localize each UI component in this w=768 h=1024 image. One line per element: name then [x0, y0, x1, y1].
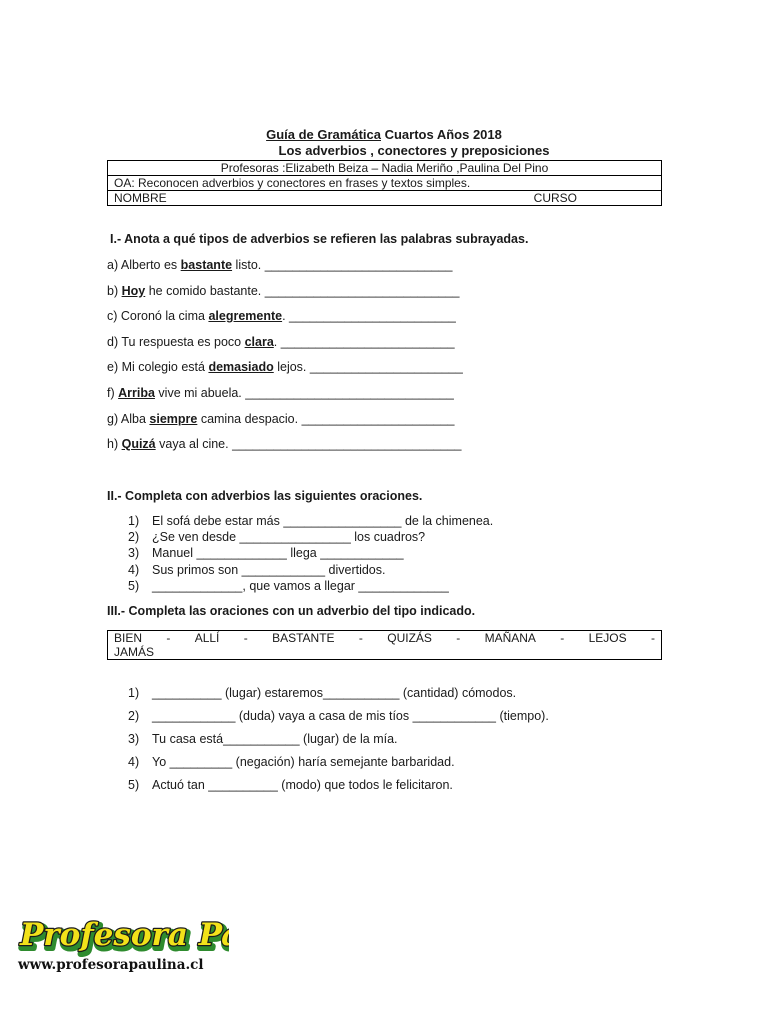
logo-graphic [14, 905, 229, 980]
section1-item-h: h) Quizá vaya al cine. _________________________________ [107, 437, 462, 451]
section3-title: III.- Completa las oraciones con un adverbio del tipo indicado. [107, 604, 476, 618]
title-underlined: Guía de Gramática [266, 127, 381, 142]
info-table [107, 160, 662, 206]
section1-item-b: b) Hoy he comido bastante. ____________________________ [107, 284, 460, 298]
section1-item-g: g) Alba siempre camina despacio. ______________________ [107, 412, 455, 426]
list-item: 1) El sofá debe estar más _________________ de la chimenea. [128, 514, 494, 528]
section1-item-d: d) Tu respuesta es poco clara. _________________________ [107, 335, 455, 349]
list-item: 3) Manuel _____________ llega ____________ [128, 546, 404, 561]
section1-item-f: f) Arriba vive mi abuela. ______________________________ [107, 386, 454, 400]
list-item: 1) __________ (lugar) estaremos___________ (cantidad) cómodos. [128, 686, 517, 700]
list-item: 2) ____________ (duda) vaya a casa de mis tíos ____________ (tiempo). [128, 709, 549, 723]
list-item: 5) Actuó tan __________ (modo) que todos le felicitaron. [128, 778, 453, 792]
profesora-paulina-logo [14, 905, 229, 980]
section1-item-a: a) Alberto es bastante listo. ___________________________ [107, 258, 453, 272]
section1-item-c: c) Coronó la cima alegremente. ________________________ [107, 309, 456, 323]
page-subtitle: Los adverbios , conectores y preposiciones [278, 143, 550, 158]
section2-title: II.- Completa con adverbios las siguientes oraciones. [107, 489, 423, 503]
list-item: 4) Sus primos son ____________ divertidos. [128, 562, 386, 577]
nombre-label: NOMBRE [114, 191, 167, 205]
list-item: 4) Yo _________ (negación) haría semejante barbaridad. [128, 755, 455, 769]
list-item: 2) ¿Se ven desde ________________ los cuadros? [128, 530, 426, 545]
name-course-cell [108, 191, 662, 206]
list-item: 5) _____________, que vamos a llegar _____________ [128, 578, 449, 593]
logo-url: www.profesorapaulina.cl [18, 957, 204, 973]
word-bank-box [107, 630, 662, 660]
section1-item-e: e) Mi colegio está demasiado lejos. ______________________ [107, 360, 463, 374]
section2-list [128, 513, 493, 594]
logo-shadow: Profesora P [22, 920, 224, 956]
word-bank-row: BIEN - ALLÍ - BASTANTE - QUIZÁS - MAÑANA - LEJOS - [114, 631, 655, 645]
section1-title: I.- Anota a qué tipos de adverbios se refieren las palabras subrayadas. [110, 232, 529, 246]
title-rest: Cuartos Años 2018 [380, 127, 502, 142]
curso-label: CURSO [533, 191, 577, 205]
list-item: 3) Tu casa está___________ (lugar) de la mía. [128, 732, 398, 746]
logo-text: Profesora P [20, 917, 222, 953]
page-title [0, 127, 768, 142]
section3-list [128, 685, 549, 800]
word-bank-row-2: JAMÁS [114, 645, 155, 659]
oa-cell: OA: Reconocen adverbios y conectores en frases y textos simples. [108, 176, 662, 191]
teachers-cell: Profesoras :Elizabeth Beiza – Nadia Meriño ,Paulina Del Pino [108, 161, 662, 176]
